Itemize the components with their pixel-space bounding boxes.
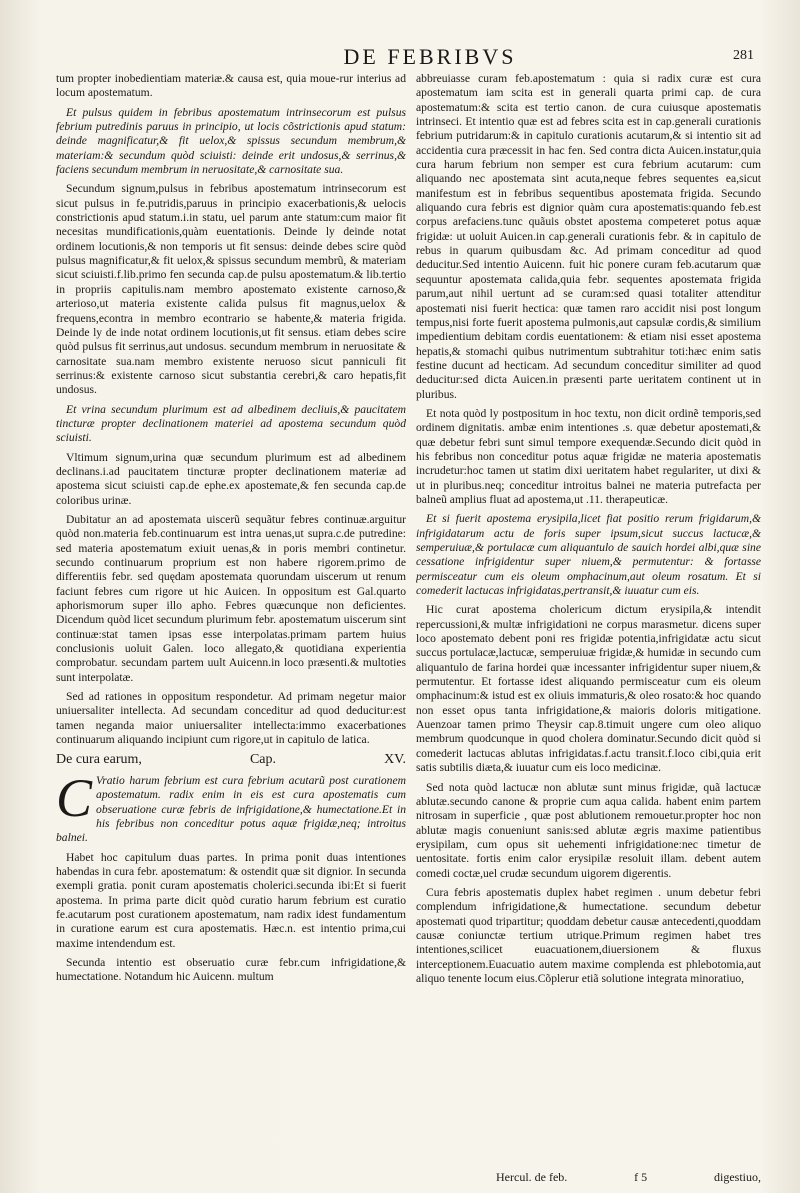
signature-text: Hercul. de feb.: [496, 1170, 568, 1184]
left-column: [56, 72, 406, 1182]
paragraph: Secunda intentio est obseruatio curæ febr.cum infrigidatione,& humectatione. Notandum hic Auicenn. multum: [56, 955, 406, 984]
paragraph: Cura febris apostematis duplex habet regimen . unum debetur febri complendum infrigidatione,& humectatione. secundum debetur apostemati quod tripartitur; quoddam debetur causæ antecedenti,quoddam causæ coniunctæ tertium utrique.Primum regimen habet tres intentiones,scilicet euacuationem,diuersionem & fluxus interceptionem.Euacuatio autem maxime complenda est phlebotomia,aut aliquo tenente locum eius.Cõplerur etiã solutione integrata minoratiuo,: [416, 885, 761, 985]
chapter-title: De cura earum,: [56, 752, 142, 768]
chapter-opening-text: Vratio harum febrium est cura febrium acutarũ post curationem apostematum. radix enim in eis est cura apostematis cum obseruatione curæ febris de infrigidatione,& humectatione.Et in his febribus non conceditur potus aquæ frigidæ,neq; introitus balnei.: [56, 773, 406, 845]
drop-cap: C: [56, 767, 93, 828]
paragraph: Habet hoc capitulum duas partes. In prima ponit duas intentiones habendas in cura febr. apostematum: & ostendit quæ sit dignior. In secunda exempli gratia. ponit curam apostematis cholerici.secunda ibi:Et si fuerit apostema. In prima parte dicit quòd curatio harum febrium est curatio fe.acutarum post curationem apostematum, nam radix idest fundamentum in curatione earum est cura apostematis. Hæc.n. est intentio prima,cui maxime intendendum est.: [56, 850, 406, 950]
right-paragraphs: [416, 72, 761, 986]
paragraph: Secundum signum,pulsus in febribus apostematum intrinsecorum est sicut pulsus in fe.putridis,paruus in principio exacerbationis,& uelocis constrictionis apud statum.i.in statu, uel parum ante statum:cum maior fit necesitas mundificationis,quàm euentationis. Deinde ly deinde notat ordinem locutionis,& non temporis ut fit sensus: deinde debes scire quòd pulsus magnificatur,& fit uelox,& spissus secundum membrũ, & materiam sicut sciuisti.f.lib.primo fen secunda cap.de pulsu apostematum.& lib.tertio in propriis capitulis.nam membro apostemato existente carnoso,& arterioso,ut materia existente calida pulsus fit magnus,uelox & frequens,econtra in membro econtrario se habente,& materia frigida. Deinde ly de inde notat ordinem locutionis,ut fit sensus. etiam debes scire quòd pulsus fit serrinus,aut undosus. secundum membrum in neruositate & carnositate sua.nam membro existente neruoso sicut panniculi fit serrinus:& existente carnoso sicut substantia cerebri,& caro hepatis,fit undosus.: [56, 182, 406, 397]
chapter-heading: [56, 753, 406, 767]
paragraph: Dubitatur an ad apostemata uiscerũ sequãtur febres continuæ.arguitur quòd non.materia feb.continuarum est intra uenas,ut supra.c.de putredine: sed materia apostematum exiuit uenas,& in poris membri continetur. secundo continuarum proprium est non habere rigorem.primo de differentiis febr. sed quędam apostemata quorundam uiscerum ut renum faciunt febres cum rigore ut hic Auicen. In oppositum est Gal.quarto aphorismorum super illo apho. Febres quæcunque non deficientes. Dicendum quòd licet secundum plurimum febr. apostematum uiscerum sint continuæ:stat tamen ipsas esse interpolatas.primam partem huius conclusionis uoluit Galen. loco allegato,& quotidiana experientia comprobatur. secundam partem uult Auicenn.in loco præsenti.& multoties sunt interpolatæ.: [56, 512, 406, 684]
paragraph: Sed ad rationes in oppositum respondetur. Ad primam negetur maior uniuersaliter intellecta. Ad secundam conceditur ad quod deducitur:est tamen neganda maior uniuersaliter intellecta:immo exacerbationes continuarum aliquando incipiunt cum rigore,ut in capitulo de latica.: [56, 690, 406, 747]
right-column: [416, 72, 761, 1182]
catchword: digestiuo,: [713, 1170, 761, 1184]
left-paragraphs-after: [56, 851, 406, 985]
paragraph: tum propter inobedientiam materiæ.& causa est, quia moue-rur interius ad locum apostematum.: [56, 72, 406, 100]
chapter-cap-label: Cap.: [249, 752, 277, 768]
paragraph: Et nota quòd ly postpositum in hoc textu, non dicit ordinẽ temporis,sed ordinem dignitatis. ambæ enim intentiones .s. quæ debetur apostemati,& quæ debetur febri sunt simul tempore exequendæ.Secundo dicit quòd in his febribus non conceditur potus aquæ frigidæ ne materia apostematis incrudetur:hoc tamen ut statim dixi ueritatem habet regulariter, ut dixi & ut in pluribus.neq; conceditur introitus balnei ne materia putrefacta per balneũ amplius fluat ad apostema,ut .11. therapeuticæ.: [416, 406, 761, 506]
paragraph: Et pulsus quidem in febribus apostematum intrinsecorum est pulsus febrium putredinis paruus in principio, ut locis cõstrictionis apud statum: deinde magnificatur,& fit uelox,& spissus secundum membrum,& materiam:& secundum quòd sciuisti: deinde erit undosus,& serrinus,& faciens secundum membrum in neruositate,& carnositate sua.: [56, 105, 406, 177]
paragraph: Et si fuerit apostema erysipila,licet fiat positio rerum frigidarum,& infrigidatarum actu de foris super ipsum,sicut succus lactucæ,& semperuiuæ,& portulacæ cum aliquantulo de sauich hordei albi,quæ sine cessatione infrigidentur super niuem,& permutentur: & fortasse permisceatur cum eis oleum omphacinum,aut oleum rosatum. Et si comederit lactucas infrigidatas,pertransit,& iuuatur cum eis.: [416, 512, 761, 598]
paragraph: Sed nota quòd lactucæ non ablutæ sunt minus frigidæ, quã lactucæ ablutæ.secundo canone & proprie cum aqua calida. habent enim partem nitrosam in superficie , quæ post ablutionem remouetur.propter hoc non ablutæ magis conueniunt sanis:sed ablutæ ægris maxime patientibus erysipilam, cum opus sit uehementi infrigidatione:nec timetur de uentositate. fortis enim calor erysipilæ resoluit illam. debent autem comedi coctæ,uel crudæ secundum uigorem digerentis.: [416, 780, 761, 880]
chapter-opening: [56, 767, 406, 846]
folio-number: 281: [733, 48, 754, 63]
paragraph: Vltimum signum,urina quæ secundum plurimum est ad albedinem declinans.i.ad paucitatem tincturæ propter declinationem materiæ ad apostema sicut sciuisti cap.de ephe.ex apostemate,& fen secunda cap.de coloribus urinæ.: [56, 450, 406, 507]
running-head: DE FEBRIBVS: [343, 44, 517, 69]
left-paragraphs: [56, 72, 406, 747]
page-footer: [416, 1170, 761, 1185]
signature-mark: f 5: [634, 1170, 648, 1184]
chapter-number: XV.: [384, 752, 406, 768]
paragraph: Hic curat apostema cholericum dictum erysipila,& intendit repercussioni,& multæ infrigidationi ne corpus marasmetur. dicens super loco apostemato debent poni res frigidæ potentia,infrigidatæ actu sicut succus portulacæ,lactucæ, semperuiuæ frigidæ,& humidæ in secundo cum aliquantulo de farina hordei quæ incessanter infrigidentur super niuem,& permutentur. Et fortasse idest aliquando permisceatur cum eis oleum omphacinum:& istud est ex oliuis immaturis,& oleo rosato:& hoc quando non esset opus tanta infrigidatione,& maioris doloris mitigatione. Auenzoar tamen primo Theysir cap.8.timuit ungere cum oleo aliquo membrum quodcunque in quod cholera dominatur.Secundo dicit quòd si comederit lactucas ablutas infrigidatas.f.actu transit.f.loco cibi,quia erit satis subtilis diæta,& iuuatur cum eis loco medicinæ.: [416, 603, 761, 775]
paragraph: Et vrina secundum plurimum est ad albedinem decliuis,& paucitatem tincturæ propter declinationem materiei ad apostema secundum quòd sciuisti.: [56, 402, 406, 445]
page-header: [0, 44, 800, 72]
paragraph: abbreuiasse curam feb.apostematum : quia si radix curæ est cura apostematum iam scita est in generali quarta primi cap. de cura apostematum:& scita est tertio canon. de cura cuiusque apostematis intrinseci. Et intentio quæ est ad febres scita est in cap.generali curationis febrium putridarum:& in capitulo curationis acutarum,& si intentio sit ad accidentia cura præcessit in hac fen. Sed contra dicta Auicen.instatur,quia cura harum febrium non semper est cura febrium acutarum: cum aliquando nec apostemata sint acuta,neque febres sequentes ea,sicut manifestum est in febribus sequentibus apostemata frigida. Secundo aliquando cura febris est dignior quàm cura apostematis:quando feb.est corpus arefaciens.tunc quãuis obstet apostema competeret potus aquæ frigidæ: ut uoluit Auicen.in cap.generali curationis febr. & in capitulo de rebus in quarum quibusdam &c. Ad primam conceditur ad quod deducitur.Sed intentio Auicenn. fuit hic ponere curam feb.acutarum quæ sequuntur apostemata calida,quia febr. sequentes apostemata frigida parum,aut nihil uertunt ad se curam:sed quasi totaliter attenditur apostemati nisi fuerit hectica: quæ tamen raro accidit nisi post longum tempus,nisi forte fuerit apostema pulmonis,aut capsulæ cordis,& similium impedientium debitam cordis euentationem: & etiam nisi esset apostema hepatis,& stomachi quibus nutrimentum subtrahitur toti:hæc enim satis festine ducunt ad hecticam. Ad secundum conceditur similiter ad quod deducitur:sed dicta Auicen.in præsenti parte ueritatem continent ut in pluribus.: [416, 72, 761, 401]
